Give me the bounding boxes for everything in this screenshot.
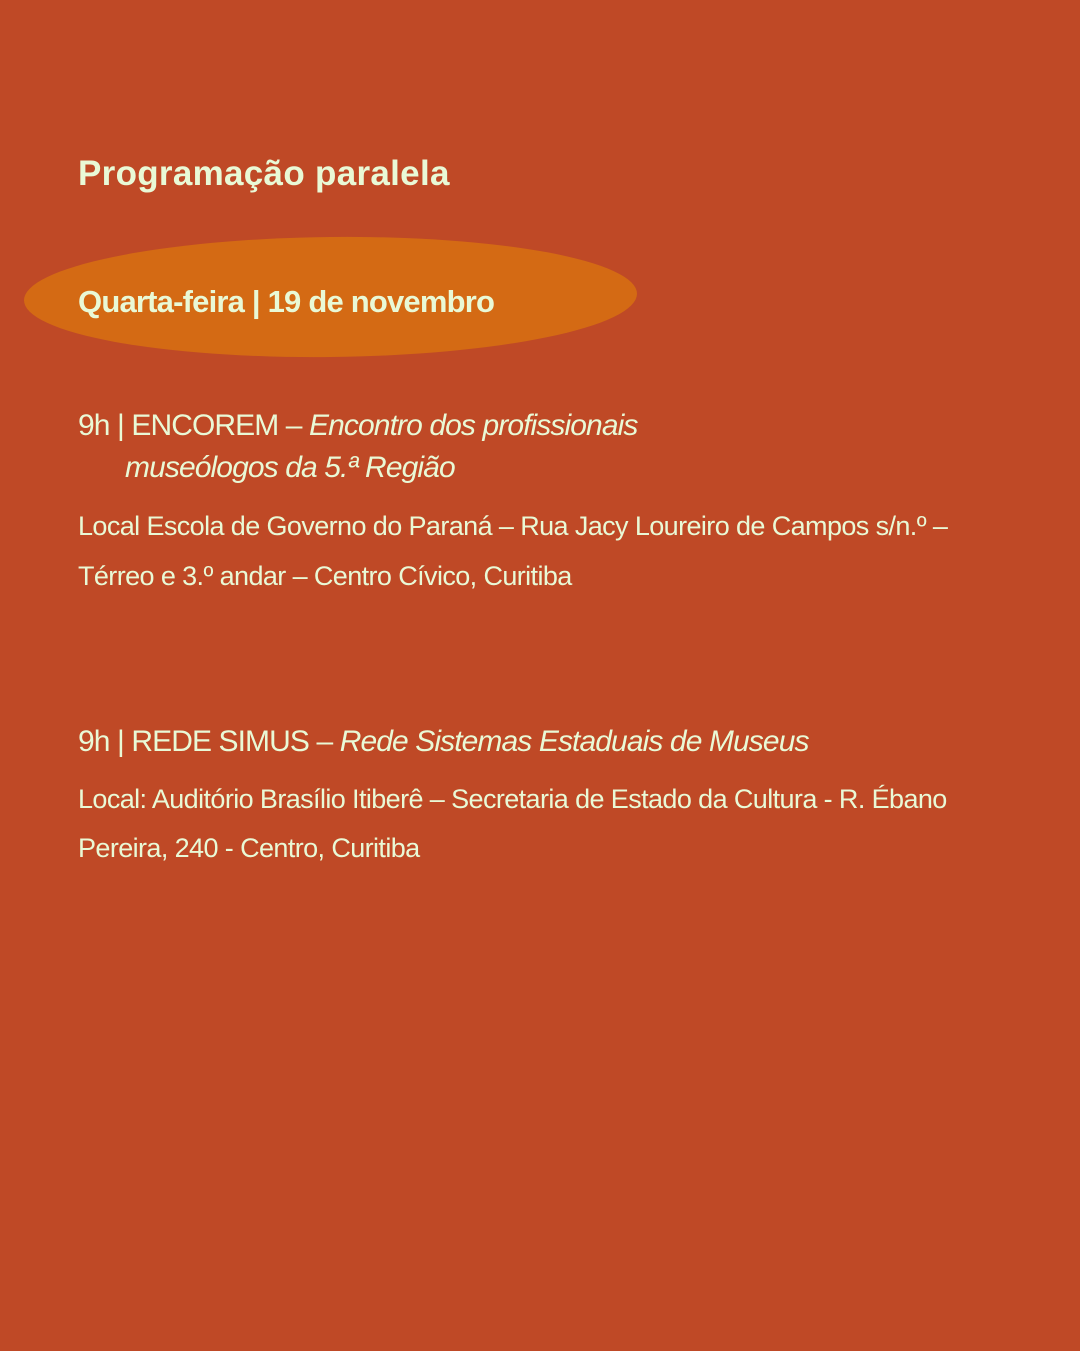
event-2-location-line1: Local: Auditório Brasílio Itiberê – Secretaria de Estado da Cultura - R. Ébano: [78, 784, 947, 814]
event-1-location-line1: Local Escola de Governo do Paraná – Rua Jacy Loureiro de Campos s/n.º –: [78, 511, 948, 541]
event-1-location-line2: Térreo e 3.º andar – Centro Cívico, Curitiba: [78, 561, 572, 591]
page-title: Programação paralela: [78, 154, 450, 193]
event-2-title: [78, 725, 809, 759]
event-2-name: Rede Sistemas Estaduais de Museus: [339, 725, 809, 758]
event-1-name-line2: museólogos da 5.ª Região: [125, 451, 455, 484]
event-2-head: 9h | REDE SIMUS –: [78, 725, 340, 758]
event-2-location-line2: Pereira, 240 - Centro, Curitiba: [78, 833, 420, 863]
event-1-name: Encontro dos profissionais: [309, 409, 638, 442]
event-1-head: 9h | ENCOREM –: [78, 409, 310, 442]
event-1-title: [78, 409, 638, 443]
event-1-title-line2: [125, 451, 455, 485]
date-heading: Quarta-feira | 19 de novembro: [78, 284, 495, 319]
